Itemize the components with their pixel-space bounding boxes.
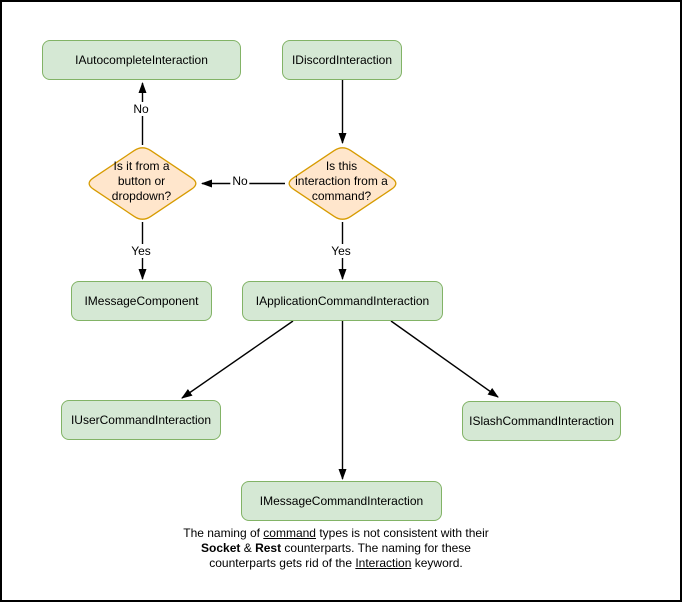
node-iusercommandinteraction xyxy=(61,400,221,440)
decision-button-dropdown-label: Is it from a button or dropdown? xyxy=(111,159,172,203)
node-iautocompleteinteraction xyxy=(42,40,241,80)
node-label: IMessageCommandInteraction xyxy=(259,494,424,508)
edge-label-no-button-dropdown: No xyxy=(232,174,248,188)
note-text xyxy=(144,526,528,571)
node-label: IDiscordInteraction xyxy=(291,53,393,67)
edge-label-yes-message-component: Yes xyxy=(131,244,151,258)
note-line-1: The naming of command types is not consistent with their xyxy=(183,526,489,540)
node-idiscordinteraction xyxy=(282,40,402,80)
edge-label-no-autocomplete: No xyxy=(133,102,149,116)
edge-application-command-to-user-command xyxy=(182,321,293,398)
node-imessagecomponent xyxy=(71,281,212,321)
edge-label-yes-application-command: Yes xyxy=(331,244,351,258)
note-line-2: Socket & Rest counterparts. The naming for these xyxy=(201,541,471,555)
node-label: IUserCommandInteraction xyxy=(70,413,212,427)
node-islashcommandinteraction xyxy=(462,401,621,441)
note-line-3: counterparts gets rid of the Interaction keyword. xyxy=(209,556,463,570)
node-imessagecommandinteraction xyxy=(241,481,442,521)
decision-from-command-label: Is this interaction from a command? xyxy=(295,159,388,203)
edge-application-command-to-slash-command xyxy=(391,321,498,397)
node-label: IApplicationCommandInteraction xyxy=(255,294,430,308)
node-label: ISlashCommandInteraction xyxy=(469,414,614,428)
node-label: IMessageComponent xyxy=(84,294,199,308)
node-iapplicationcommandinteraction xyxy=(242,281,443,321)
node-label: IAutocompleteInteraction xyxy=(75,53,208,67)
